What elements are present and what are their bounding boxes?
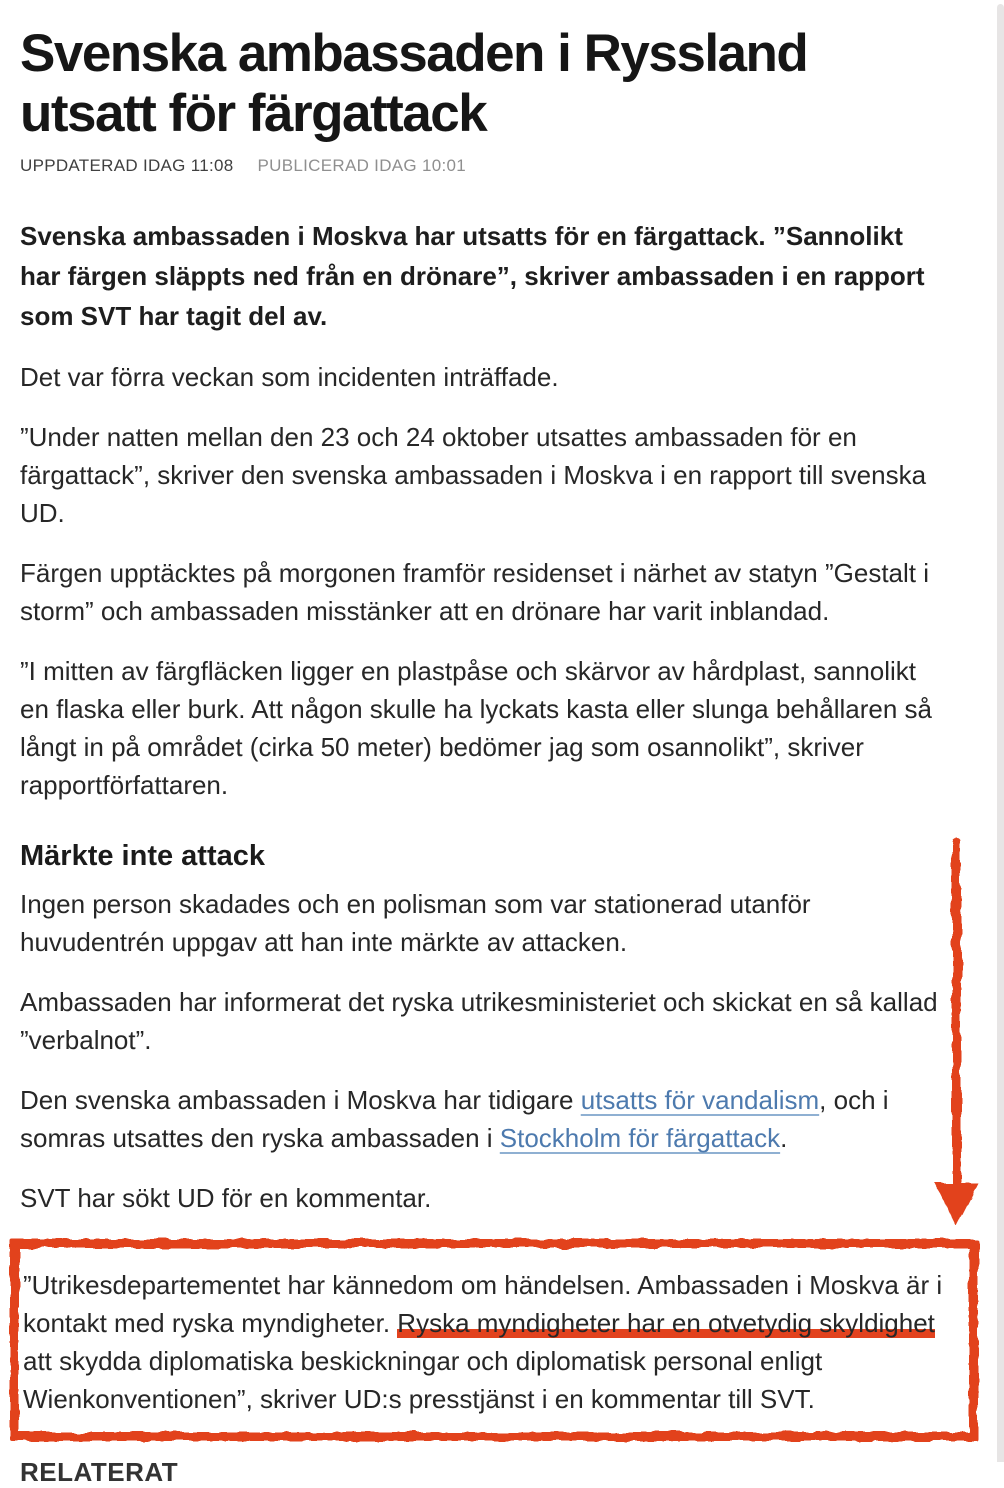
updated-timestamp: UPPDATERAD IDAG 11:08 (20, 156, 234, 175)
lead-paragraph: Svenska ambassaden i Moskva har utsatts för en färgattack. ”Sannolikt har färgen släppts ned från en drönare”, skriver ambassaden i en rapport som SVT har tagit del av. (20, 221, 925, 331)
red-underline-annotation: Ryska myndigheter har en otvetydig skyldighet (397, 1308, 935, 1338)
paragraph-3: Färgen upptäcktes på morgonen framför residenset i närhet av statyn ”Gestalt i storm” och ambassaden misstänker att en drönare har varit inblandad. (20, 558, 930, 626)
paragraph-2: ”Under natten mellan den 23 och 24 oktober utsattes ambassaden för en färgattack”, skriver den svenska ambassaden i Moskva i en rapport till svenska UD. (20, 422, 927, 528)
paragraph-5: Ingen person skadades och en polisman som var stationerad utanför huvudentrén uppgav att han inte märkte av attacken. (20, 889, 811, 957)
headline-line-2: utsatt för färgattack (20, 84, 487, 143)
link-stockholm-paint-attack[interactable]: Stockholm för färgattack (499, 1123, 781, 1153)
quote-text: ”Utrikesdepartementet har kännedom om händelsen. Ambassaden i Moskva är i kontakt med ryska myndigheter. (23, 1270, 943, 1338)
article-meta (20, 156, 944, 176)
headline-line-1: Svenska ambassaden i Ryssland (20, 24, 808, 83)
links-paragraph-text: . (780, 1123, 788, 1153)
paragraph-4: ”I mitten av färgfläcken ligger en plastpåse och skärvor av hårdplast, sannolikt en flaska eller burk. Att någon skulle ha lyckats kasta eller slunga behållaren så långt in på området (cirka 50 meter) bedömer jag som osannolikt”, skriver rapportförfattaren. (20, 656, 932, 800)
links-paragraph-text: Den svenska ambassaden i Moskva har tidigare (20, 1085, 581, 1115)
paragraph-with-links (20, 1081, 944, 1157)
article-headline (20, 24, 944, 144)
annotated-quote-box (10, 1239, 978, 1441)
related-section-label: RELATERAT (20, 1457, 179, 1487)
link-vandalism[interactable]: utsatts för vandalism (580, 1085, 820, 1115)
quote-text: att skydda diplomatiska beskickningar och diplomatisk personal enligt Wienkonventionen”, skriver UD:s presstjänst i en kommentar till SVT. (23, 1346, 823, 1414)
published-timestamp: PUBLICERAD IDAG 10:01 (257, 156, 467, 175)
subheading: Märkte inte attack (20, 840, 265, 872)
paragraph-1: Det var förra veckan som incidenten inträffade. (20, 362, 559, 392)
paragraph-7: SVT har sökt UD för en kommentar. (20, 1183, 432, 1213)
scrollbar-track[interactable] (997, 4, 1004, 1462)
paragraph-6: Ambassaden har informerat det ryska utrikesministeriet och skickat en så kallad ”verbalnot”. (20, 987, 938, 1055)
quote-paragraph (23, 1266, 966, 1418)
links-paragraph-text: , och i somras utsattes den ryska ambassaden i (20, 1085, 889, 1153)
